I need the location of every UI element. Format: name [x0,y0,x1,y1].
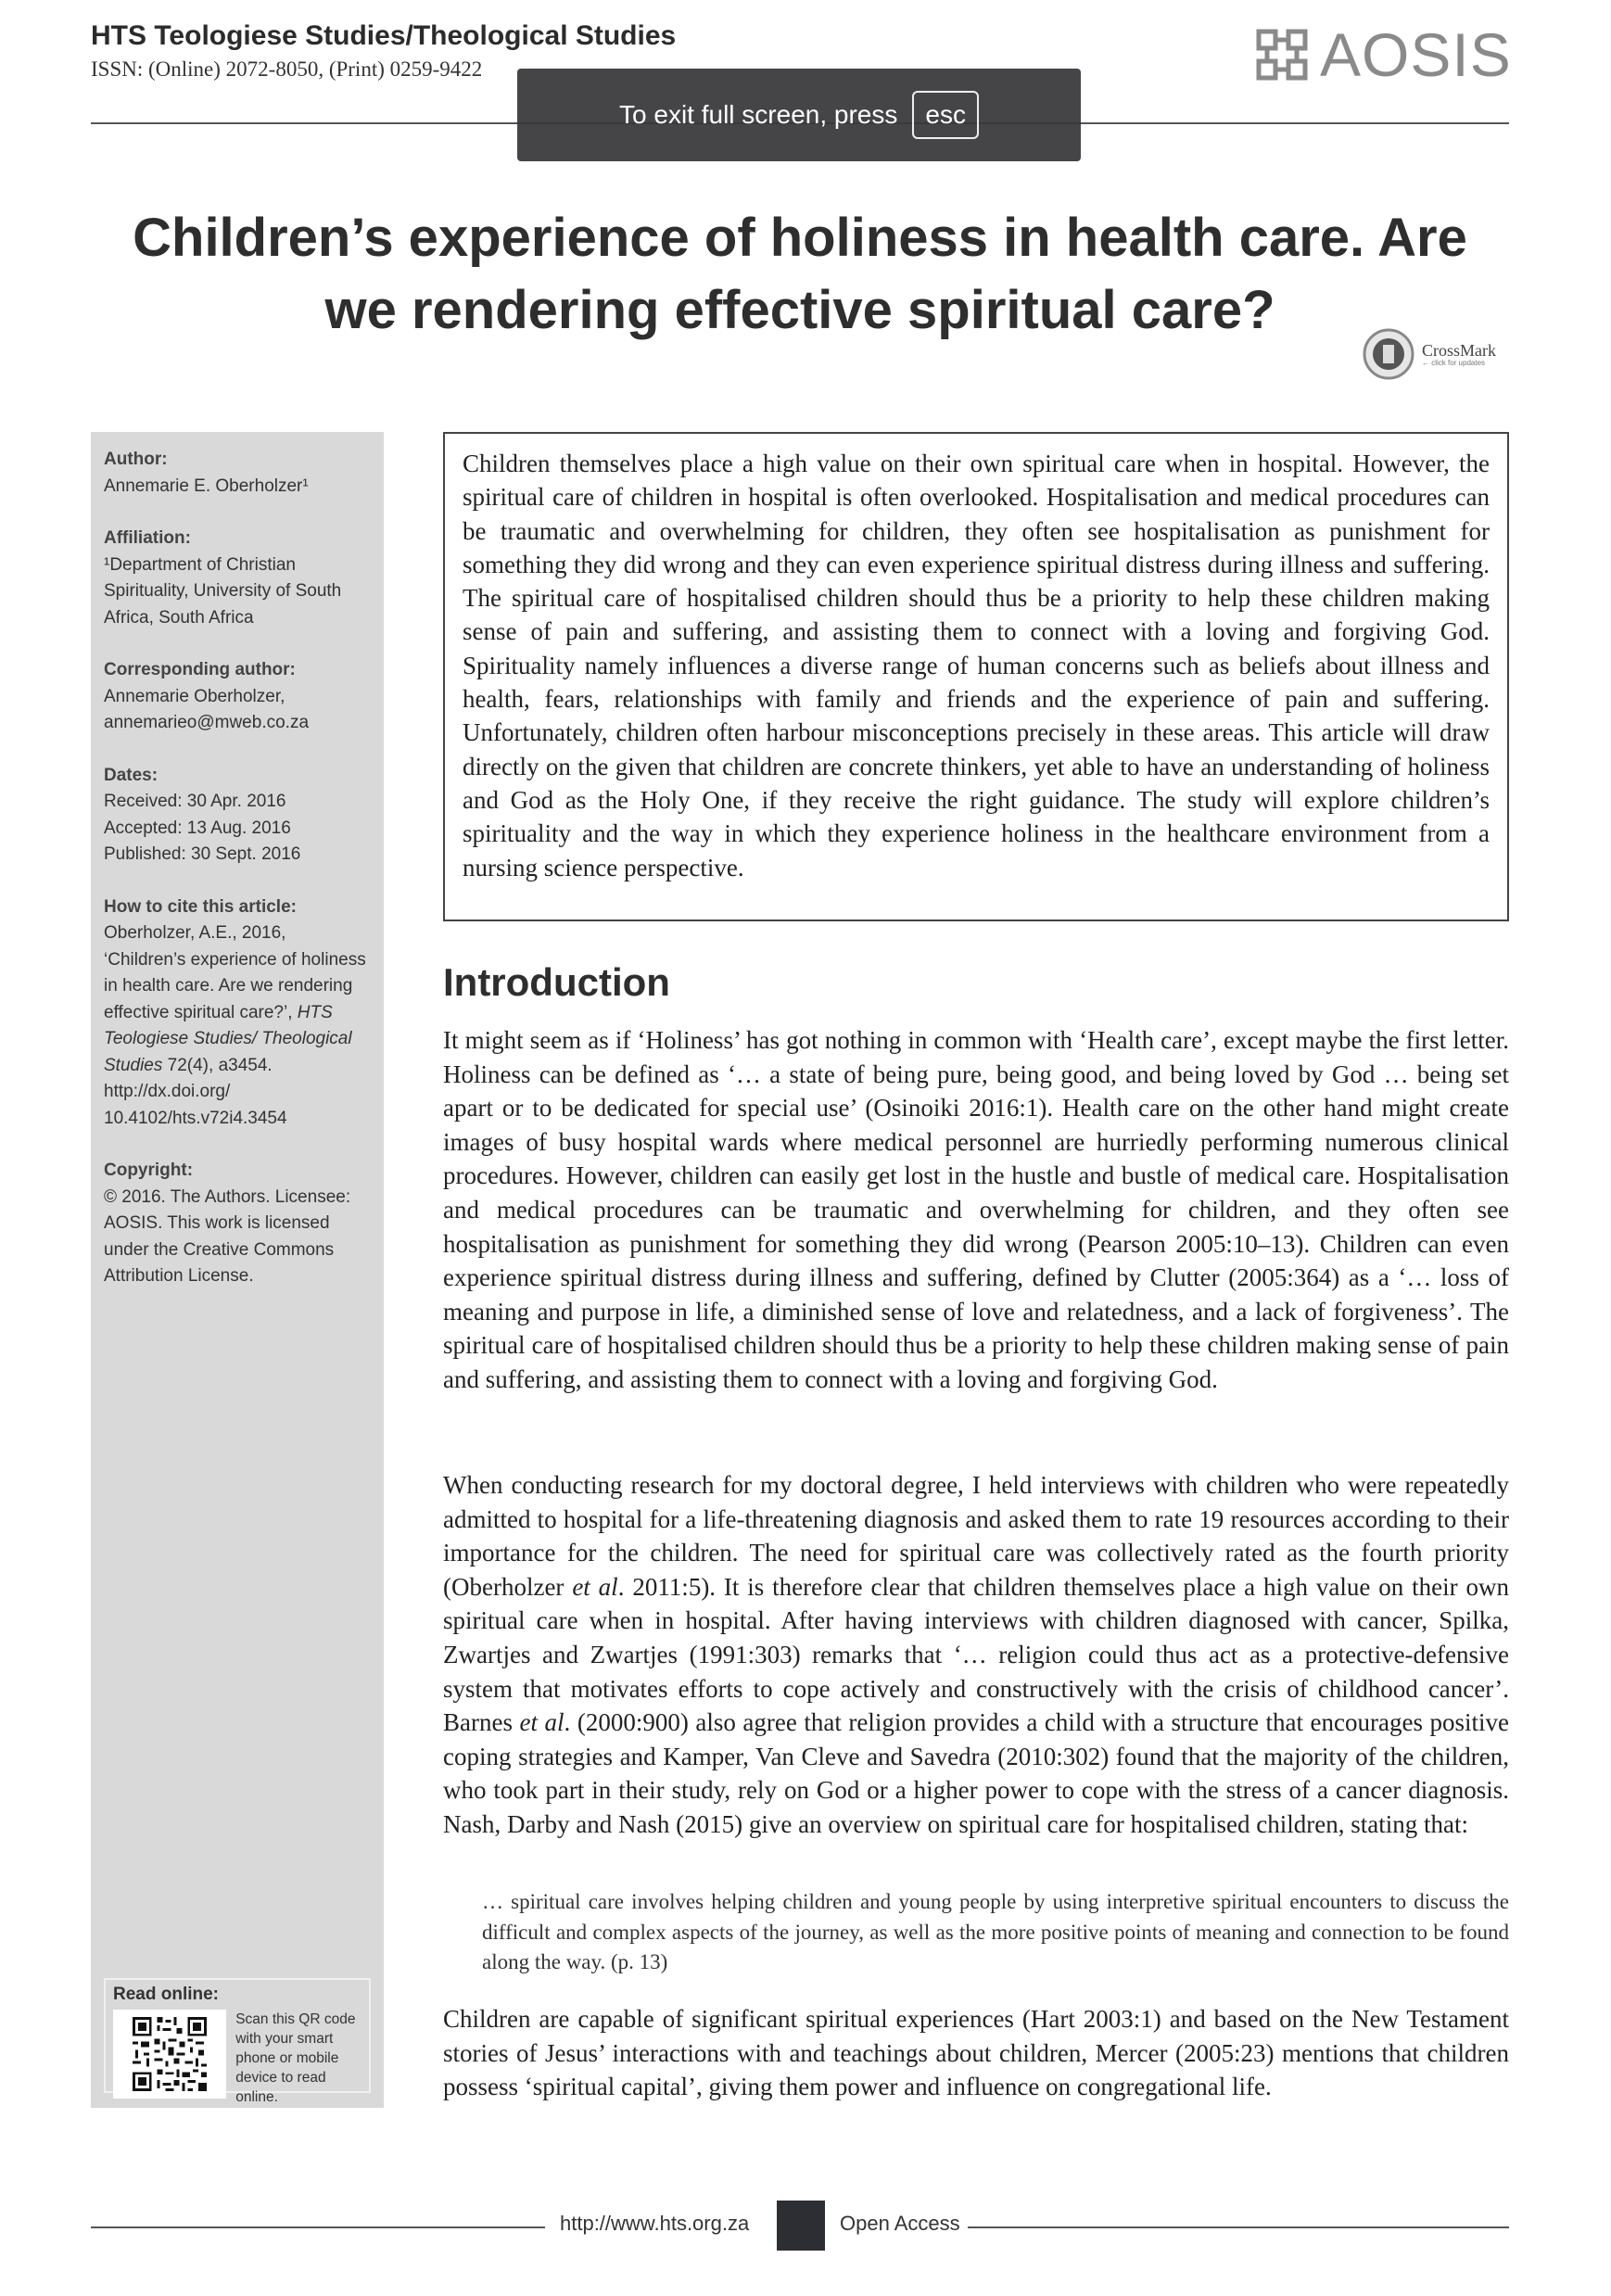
corresponding-email[interactable]: annemarieo@mweb.co.za [104,713,310,732]
paragraph-2-part-a: When conducting research for my doctoral degree, I held interviews with children who were repeatedly admitted to hospital for a life-threatening diagnosis and asked them to rate 19 resources according to their importance for the children. The need for spiritual care was collectively rated as the fourth priority (Oberholzer [443,1471,1509,1601]
paragraph-2-etal-2: et al [519,1708,564,1737]
citation-part-b[interactable]: 72(4), a3454. http://dx.doi.org/ 10.4102/hts.v72i4.3454 [104,1055,287,1128]
corresponding-heading: Corresponding author: [104,660,296,679]
citation-heading: How to cite this article: [104,896,297,917]
date-published: Published: 30 Sept. 2016 [104,844,301,864]
author-block [104,447,371,500]
article-title: Children’s experience of holiness in health care. Are we rendering effective spiritual care? [133,208,1467,340]
copyright-heading: Copyright: [104,1161,194,1180]
date-accepted: Accepted: 13 Aug. 2016 [104,818,291,838]
fullscreen-message: To exit full screen, press [619,100,898,129]
crossmark-badge[interactable] [1363,328,1496,380]
crossmark-label: CrossMark [1422,340,1496,360]
citation-text [104,920,371,1132]
body-paragraph-2 [443,1468,1509,1842]
citation-part-a: Oberholzer, A.E., 2016, ‘Children’s experience of holiness in health care. Are we rendering effective spiritual care?’, [104,923,366,1022]
esc-key-hint: esc [912,91,979,139]
affiliation-text: ¹Department of Christian Spirituality, University of South Africa, South Africa [104,554,342,628]
body-paragraph-3: Children are capable of significant spiritual experiences (Hart 2003:1) and based on the New Testament stories of Jesus’ interactions with and teachings about children, Mercer (2005:23) mentions that children possess ‘spiritual capital’, giving them power and influence on congregational life. [443,2005,1509,2101]
qr-code[interactable] [113,2010,226,2099]
date-received: Received: 30 Apr. 2016 [104,792,286,811]
affiliation-block [104,526,371,631]
aosis-logo [1253,22,1512,87]
dates-heading: Dates: [104,765,159,785]
section-heading-introduction: Introduction [443,960,670,1004]
footer-block [777,2201,825,2251]
corresponding-block [104,657,371,737]
dates-block [104,763,371,869]
journal-name: HTS Teologiese Studies/Theological Studies [91,20,677,51]
crossmark-sublabel: ← click for updates [1422,358,1486,367]
citation-block [104,894,371,1133]
qr-code-icon [130,2014,209,2094]
paragraph-2-etal-1: et al [572,1572,618,1601]
abstract: Children themselves place a high value on their own spiritual care when in hospital. However, the spiritual care of children in hospital is often overlooked. Hospitalisation and medical procedures can be traumatic and overwhelming for children, they often see hospitalisation as punishment for something they did wrong and they can even experience spiritual distress during illness and suffering. The spiritual care of hospitalised children should thus be a priority to help these children making sense of pain and suffering, and assisting them to connect with a loving and forgiving God. Spirituality namely influences a diverse range of human concerns such as beliefs about illness and health, fears, relationships with family and friends and the experience of pain and suffering. Unfortunately, children often harbour misconceptions precisely in these areas. This article will draw directly on the given that children are concrete thinkers, yet able to have an understanding of holiness and God as the Holy One, if they receive the right guidance. The study will explore children’s spirituality and the way in which they experience holiness in the healthcare environment from a nursing science perspective. [443,432,1509,921]
aosis-logo-text: AOSIS [1320,20,1512,89]
footer-rule-right [968,2226,1509,2228]
corresponding-name: Annemarie Oberholzer, [104,686,285,706]
copyright-text: © 2016. The Authors. Licensee: AOSIS. This work is licensed under the Creative Commons Attribution License. [104,1186,351,1286]
affiliation-heading: Affiliation: [104,528,191,548]
body-paragraph-1: It might seem as if ‘Holiness’ has got nothing in common with ‘Health care’, except maybe the first letter. Holiness can be defined as ‘… a state of being pure, being good, and being loved by God … being set apart or to be dedicated for special use’ (Osinoiki 2016:1). Health care on the other hand might create images of busy hospital wards where medical personnel are hurriedly performing numerous clinical procedures. However, children can easily get lost in the hustle and bustle of medical care. Hospitalisation and medical procedures can be traumatic and overwhelming for children, and they often see hospitalisation as punishment for something they did wrong (Pearson 2005:10–13). Children can even experience spiritual distress during illness and suffering, defined by Clutter (2005:364) as a ‘… loss of meaning and purpose in life, a diminished sense of love and relatedness, and a lack of forgiveness’. The spiritual care of hospitalised children should thus be a priority to help these children making sense of pain and suffering, and assisting them to connect with a loving and forgiving God. [443,1026,1509,1393]
paragraph-2-part-b: . 2011:5). It is therefore clear that children themselves place a high value on their own spiritual care when in hospital. After having interviews with children diagnosed with cancer, Spilka, Zwartjes and Zwartjes (1991:303) remarks that ‘… religion could thus act as a protective-defensive system that motivates efforts to cope actively and constructively with the crisis of childhood cancer’. Barnes [443,1572,1509,1737]
read-online-heading: Read online: [113,1985,220,2004]
citation-journal: HTS Teologiese Studies/ Theological Studies [104,1002,352,1075]
aosis-logo-icon [1253,26,1311,83]
paragraph-2-part-c: . (2000:900) also agree that religion provides a child with a structure that encourages positive coping strategies and Kamper, Van Cleve and Savedra (2010:302) found that the majority of the children, who took part in their study, rely on God or a higher power to cope with the stress of a cancer diagnosis. Nash, Darby and Nash (2015) give an overview on spiritual care for hospitalised children, stating that: [443,1708,1509,1838]
read-online-box [104,1978,371,2105]
footer-open-access: Open Access [840,2212,960,2235]
issn: ISSN: (Online) 2072-8050, (Print) 0259-9422 [91,57,483,81]
fullscreen-exit-notice [517,69,1081,161]
block-quote: … spiritual care involves helping children and young people by using interpretive spiritual encounters to discuss the difficult and complex aspects of the journey, as well as the more positive points of meaning and connection to be found along the way. (p. 13) [482,1890,1509,1974]
article-info-sidebar [91,432,384,2108]
footer-url[interactable]: http://www.hts.org.za [560,2212,750,2235]
crossmark-icon [1363,328,1414,380]
read-online-text: Scan this QR code with your smart phone or mobile device to read online. [235,2011,356,2105]
copyright-block [104,1158,371,1290]
author-heading: Author: [104,450,168,469]
author-name: Annemarie E. Oberholzer¹ [104,476,309,496]
footer-rule-left [91,2226,545,2228]
